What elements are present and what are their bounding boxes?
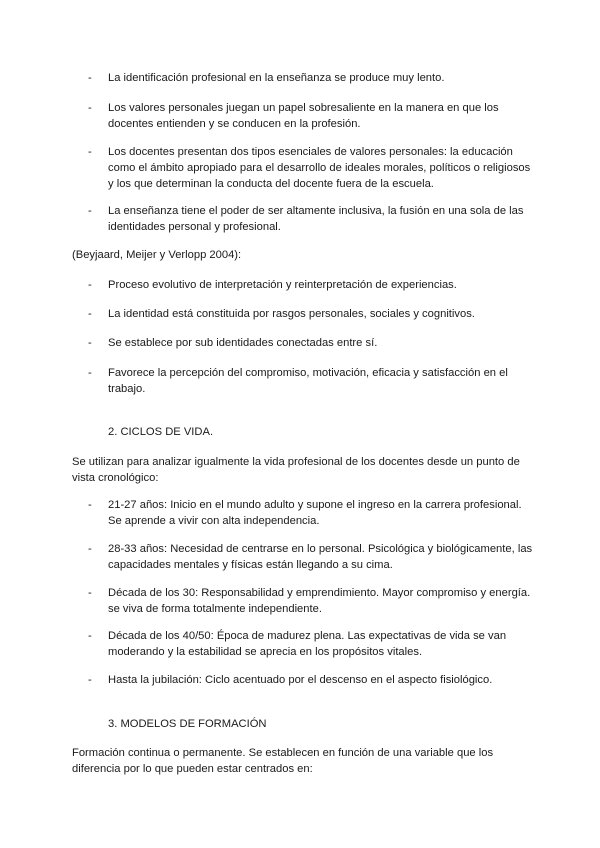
list-item-text: Década de los 30: Responsabilidad y emprendimiento. Mayor compromiso y energía. se viva de forma totalmente independiente. bbox=[108, 587, 531, 615]
list-item-text: Se establece por sub identidades conectadas entre sí. bbox=[108, 337, 378, 349]
list-item-text: Los valores personales juegan un papel sobresaliente en la manera en que los docentes entienden y se conducen en la profesión. bbox=[108, 102, 499, 130]
list-item-text: Favorece la percepción del compromiso, motivación, eficacia y satisfacción en el trabajo. bbox=[108, 367, 508, 395]
bullet-dash: - bbox=[88, 367, 92, 379]
bullet-dash: - bbox=[88, 72, 92, 84]
list-item-text: La identificación profesional en la enseñanza se produce muy lento. bbox=[108, 72, 445, 84]
section-intro: Formación continua o permanente. Se establecen en función de una variable que los diferencia por lo que pueden estar centrados en: bbox=[72, 747, 494, 775]
bullet-dash: - bbox=[88, 205, 92, 217]
list-item-text: La enseñanza tiene el poder de ser altamente inclusiva, la fusión en una sola de las identidades personal y profesional. bbox=[108, 205, 524, 233]
list-item-text: La identidad está constituida por rasgos personales, sociales y cognitivos. bbox=[108, 308, 475, 320]
list-item-text: Hasta la jubilación: Ciclo acentuado por el descenso en el aspecto fisiológico. bbox=[108, 674, 493, 686]
bullet-dash: - bbox=[88, 674, 92, 686]
bullet-dash: - bbox=[88, 337, 92, 349]
citation: (Beyjaard, Meijer y Verlopp 2004): bbox=[72, 249, 242, 261]
list-item-text: 21-27 años: Inicio en el mundo adulto y supone el ingreso en la carrera profesional. Se aprende a vivir con alta independencia. bbox=[108, 499, 522, 527]
bullet-dash: - bbox=[88, 279, 92, 291]
list-item-text: Los docentes presentan dos tipos esenciales de valores personales: la educación como el ámbito apropiado para el desarrollo de ideales morales, políticos o religiosos y los que determinan la conducta del docente fuera de la escuela. bbox=[108, 146, 531, 190]
list-item-text: 28-33 años: Necesidad de centrarse en lo personal. Psicológica y biológicamente, las capacidades mentales y físicas están llegando a su cima. bbox=[108, 543, 533, 571]
bullet-dash: - bbox=[88, 543, 92, 555]
section-heading: 2. CICLOS DE VIDA. bbox=[108, 426, 214, 438]
section-heading: 3. MODELOS DE FORMACIÓN bbox=[108, 718, 267, 730]
bullet-dash: - bbox=[88, 308, 92, 320]
list-item-text: Proceso evolutivo de interpretación y reinterpretación de experiencias. bbox=[108, 279, 457, 291]
bullet-dash: - bbox=[88, 102, 92, 114]
bullet-dash: - bbox=[88, 146, 92, 158]
section-intro: Se utilizan para analizar igualmente la vida profesional de los docentes desde un punto de vista cronológico: bbox=[72, 456, 520, 484]
bullet-dash: - bbox=[88, 630, 92, 642]
bullet-dash: - bbox=[88, 587, 92, 599]
bullet-dash: - bbox=[88, 499, 92, 511]
list-item-text: Década de los 40/50: Época de madurez plena. Las expectativas de vida se van moderando y la estabilidad se aprecia en los propósitos vitales. bbox=[108, 630, 507, 658]
